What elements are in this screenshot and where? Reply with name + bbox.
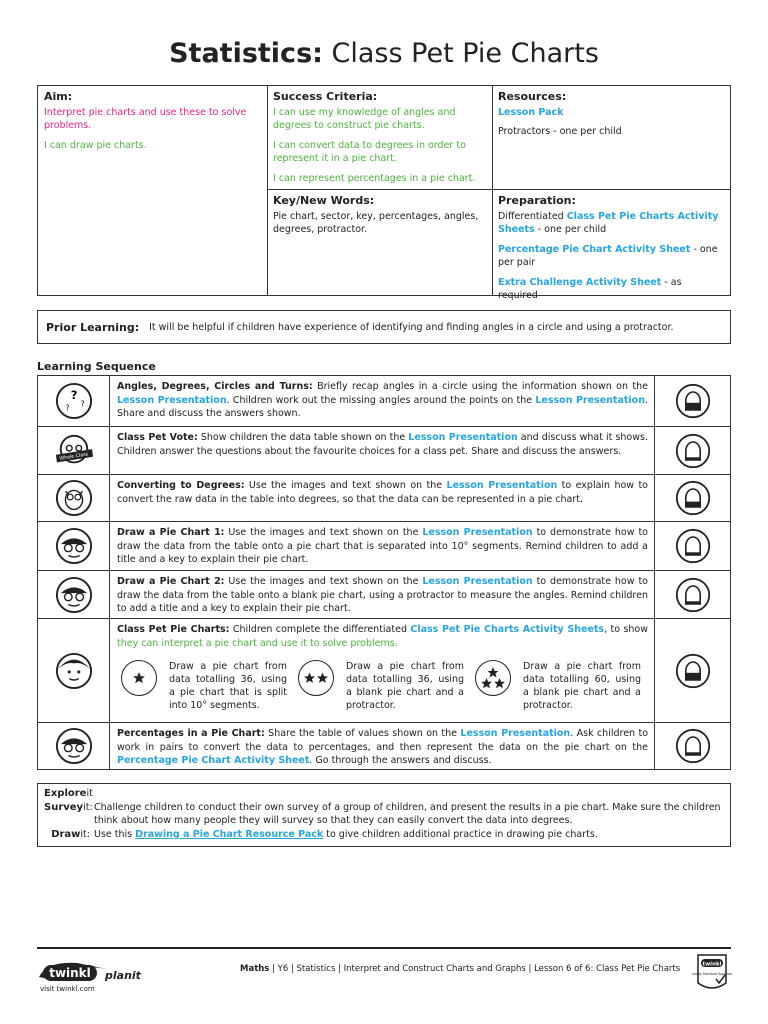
aim-line-1: Interpret pie charts and use these to solve problems. xyxy=(44,106,247,131)
svg-text:twinkl: twinkl xyxy=(702,961,722,968)
svg-text:?: ? xyxy=(80,399,85,409)
success-heading: Success Criteria: xyxy=(273,90,378,103)
sequence-row: Draw a Pie Chart 1: Use the images and text shown on the Lesson Presentation to demonstrate how to draw the data from the table onto a pie chart that is separated into 10° segments. Remind children to add a title and a key to explain their pie chart. xyxy=(38,521,730,570)
lesson-presentation-link[interactable]: Lesson Presentation xyxy=(117,394,227,406)
assessment-quarter-icon xyxy=(675,528,711,564)
assessment-quarter-icon xyxy=(675,728,711,764)
keywords-cell xyxy=(267,190,492,247)
resources-item: Protractors - one per child xyxy=(498,126,622,137)
percentage-sheet-link[interactable]: Percentage Pie Chart Activity Sheet xyxy=(117,755,310,766)
star-icon xyxy=(132,671,146,685)
two-star-task: Draw a pie chart from data totalling 36, using a blank pie chart and a protractor. xyxy=(294,660,471,712)
three-stars-icon xyxy=(480,666,506,690)
three-star-task: Draw a pie chart from data totalling 60, using a blank pie chart and a protractor. xyxy=(471,660,648,712)
svg-text:twinkl: twinkl xyxy=(49,966,91,980)
assessment-quarter-icon xyxy=(675,577,711,613)
svg-text:?: ? xyxy=(70,388,77,403)
svg-text:Quality Standard Approved: Quality Standard Approved xyxy=(692,972,732,976)
success-criteria-cell xyxy=(267,86,492,195)
learning-sequence xyxy=(37,375,731,770)
resource-pack-link[interactable]: Drawing a Pie Chart Resource Pack xyxy=(135,828,324,840)
lesson-presentation-link[interactable]: Lesson Presentation xyxy=(408,432,518,443)
whole-class-icon xyxy=(53,432,95,470)
assessment-half-icon xyxy=(675,480,711,516)
aim-heading: Aim: xyxy=(44,90,73,103)
sequence-row: Draw a Pie Chart 2: Use the images and text shown on the Lesson Presentation to demonstrate how to draw the data from the table onto a blank pie chart, using a protractor to measure the angles. Remind children to add a title and a key to explain their pie chart. xyxy=(38,570,730,618)
sequence-row: Class Pet Pie Charts: Children complete the differentiated Class Pet Pie Charts Activity Sheets, to show they can interpret a pie chart and use it to solve problems. Draw a pie chart from data totalling 36, using a pie chart that is split into 10° segments. Draw a pie chart from data totalling 36, using a blank pie chart and a protractor. Draw a pie chart from data totalling 60, using a blank pie chart and a protractor. xyxy=(38,618,730,722)
keywords-heading: Key/New Words: xyxy=(273,194,375,207)
preparation-item-1: Differentiated Class Pet Pie Charts Activity Sheets - one per child xyxy=(498,210,719,235)
lesson-presentation-link[interactable]: Lesson Presentation xyxy=(422,576,533,587)
success-item-1: I can use my knowledge of angles and degrees to construct pie charts. xyxy=(273,106,456,131)
page-title: Statistics: Class Pet Pie Charts xyxy=(169,38,599,69)
resources-heading: Resources: xyxy=(498,90,567,103)
prior-learning-text: It will be helpful if children have experience of identifying and finding angles in a circle and using a protractor. xyxy=(149,321,674,333)
svg-text:planit: planit xyxy=(105,969,141,982)
lesson-pack-link[interactable]: Lesson Pack xyxy=(498,106,564,118)
resources-cell xyxy=(492,86,730,149)
aim-line-2: I can draw pie charts. xyxy=(44,139,147,151)
sequence-row: Whole Class Class Pet Vote: Show children the data table shown on the Lesson Presentation and discuss what it shows. Children answer the questions about the favourite choices for a class pet. Share and discuss the answers. xyxy=(38,426,730,474)
activity-sheets-link[interactable]: Class Pet Pie Charts Activity Sheets xyxy=(410,624,605,635)
success-item-3: I can represent percentages in a pie chart. xyxy=(273,172,476,184)
learning-sequence-title: Learning Sequence xyxy=(37,360,156,373)
one-star-task: Draw a pie chart from data totalling 36, using a pie chart that is split into 10° segments. xyxy=(117,660,294,712)
sequence-row: ? ? ? Angles, Degrees, Circles and Turns: Briefly recap angles in a circle using the information shown on the Lesson Presentation. Children work out the missing angles around the points on the Lesson Presentation. Share and discuss the answers shown. xyxy=(38,376,730,426)
preparation-cell xyxy=(492,190,730,313)
two-stars-icon xyxy=(303,671,329,685)
pair-faces-icon xyxy=(55,727,93,765)
explore-box: Exploreit Surveyit: Challenge children to conduct their own survey of a group of children, and present the results in a pie chart. Make sure the children think about how many people they will survey so that they can easily convert the data into degrees. Drawit: Use this Drawing a Pie Chart Resource Pack to give children additional practice in drawing pie charts. xyxy=(37,783,731,847)
lesson-presentation-link[interactable]: Lesson Presentation xyxy=(460,728,571,739)
lesson-overview-grid xyxy=(37,85,731,301)
pair-faces-icon xyxy=(55,576,93,614)
prior-learning-label: Prior Learning: xyxy=(46,320,140,334)
svg-text:Whole Class: Whole Class xyxy=(58,451,89,462)
prior-learning xyxy=(37,310,731,344)
assessment-three-quarter-icon xyxy=(675,653,711,689)
lesson-presentation-link[interactable]: Lesson Presentation xyxy=(422,527,533,538)
child-face-icon xyxy=(55,652,93,690)
keywords-text: Pie chart, sector, key, percentages, angles, degrees, protractor. xyxy=(273,210,479,235)
assessment-quarter-icon xyxy=(675,433,711,469)
success-item-2: I can convert data to degrees in order to represent it in a pie chart. xyxy=(273,139,466,164)
activity-sheets-link[interactable]: Class Pet Pie Charts Activity Sheets xyxy=(498,210,719,235)
pair-faces-icon xyxy=(55,527,93,565)
percentage-sheet-link[interactable]: Percentage Pie Chart Activity Sheet xyxy=(498,243,691,255)
preparation-heading: Preparation: xyxy=(498,194,576,207)
svg-text:?: ? xyxy=(64,403,69,413)
lesson-presentation-link[interactable]: Lesson Presentation xyxy=(535,394,645,406)
footer-text: Maths | Y6 | Statistics | Interpret and Construct Charts and Graphs | Lesson 6 of 6: Class Pet Pie Charts xyxy=(240,964,681,974)
assessment-three-quarter-icon xyxy=(675,383,711,419)
preparation-item-3: Extra Challenge Activity Sheet - as required xyxy=(498,276,682,301)
quality-badge-icon xyxy=(692,953,732,993)
extra-challenge-link[interactable]: Extra Challenge Activity Sheet xyxy=(498,276,662,288)
visit-url: visit twinkl.com xyxy=(40,985,95,993)
differentiation-row xyxy=(117,660,648,712)
sequence-row: Percentages in a Pie Chart: Share the table of values shown on the Lesson Presentation. Ask children to work in pairs to convert the data to percentages, and then represent the data on the pie chart on the Percentage Pie Chart Activity Sheet. Go through the answers and discuss. xyxy=(38,722,730,769)
aim-cell xyxy=(38,86,267,162)
owl-icon xyxy=(55,479,93,517)
survey-text: Challenge children to conduct their own survey of a group of children, and present the results in a pie chart. Make sure the children think about how many people they will survey so that they can easily convert the data into degrees. xyxy=(94,801,721,826)
question-icon xyxy=(55,382,93,420)
footer-divider xyxy=(37,947,731,949)
sequence-row: Converting to Degrees: Use the images and text shown on the Lesson Presentation to explain how to convert the raw data in the table into degrees, so that the data can be represented in a pie chart. xyxy=(38,474,730,521)
preparation-item-2: Percentage Pie Chart Activity Sheet - one per pair xyxy=(498,243,718,268)
lesson-presentation-link[interactable]: Lesson Presentation xyxy=(446,480,558,491)
